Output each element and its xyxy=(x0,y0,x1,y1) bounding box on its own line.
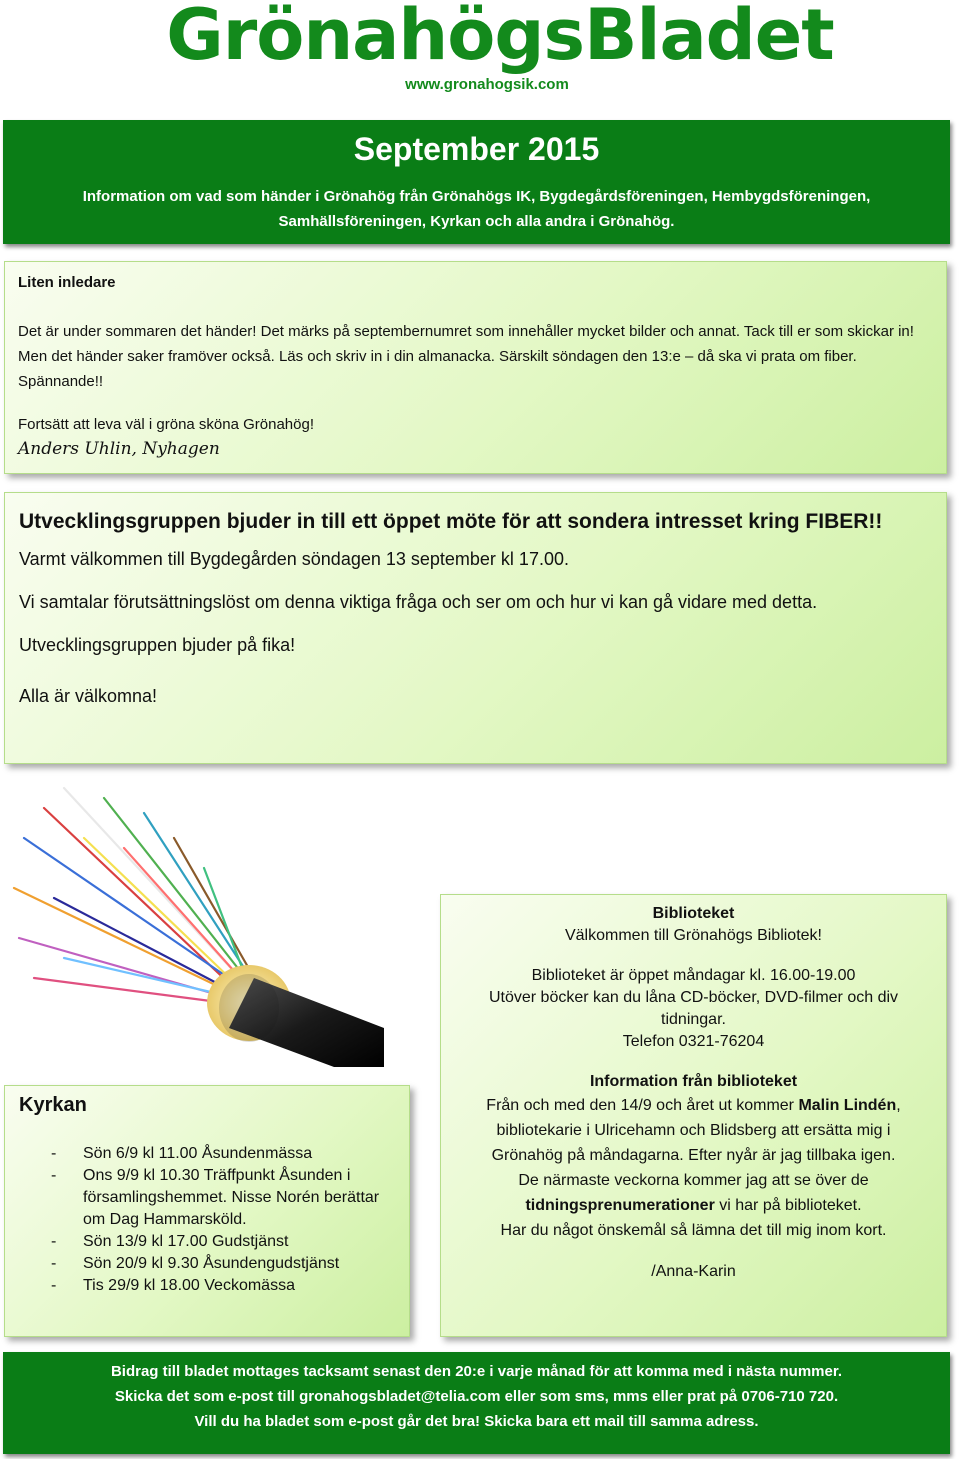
footer-line: Vill du ha bladet som e-post går det bra! Skicka bara ett mail till samma adress. xyxy=(194,1413,759,1430)
library-signature: /Anna-Karin xyxy=(651,1263,736,1280)
fiber-heading: Utvecklingsgruppen bjuder in till ett öppet möte för att sondera intresset kring FIBER!! xyxy=(19,510,883,533)
church-heading: Kyrkan xyxy=(19,1094,87,1116)
fiber-optic-cable-image xyxy=(4,778,384,1067)
library-info-text: Från och med den 14/9 och året ut kommer Malin Lindén, bibliotekarie i Ulricehamn och Blidsberg att ersätta mig i Grönahög på måndagarna. Efter nyår är jag tillbaka igen. xyxy=(486,1097,901,1164)
intro-heading: Liten inledare xyxy=(18,274,116,291)
issue-header xyxy=(3,120,950,244)
footer-line: Bidrag till bladet mottages tacksamt senast den 20:e i varje månad för att komma med i nästa nummer. xyxy=(110,1363,843,1380)
footer-line: Skicka det som e-post till gronahogsbladet@telia.com eller som sms, mms eller prat på 0706-710 720. xyxy=(114,1388,839,1405)
library-card xyxy=(440,894,947,1337)
website-link[interactable]: www.gronahogsik.com xyxy=(405,76,569,93)
library-loans: Utöver böcker kan du låna CD-böcker, DVD-filmer och div tidningar. xyxy=(488,989,899,1028)
library-heading: Biblioteket xyxy=(652,905,735,922)
library-welcome: Välkommen till Grönahögs Bibliotek! xyxy=(564,927,822,944)
issue-month: September 2015 xyxy=(353,131,600,167)
intro-signature: Anders Uhlin, Nyhagen xyxy=(18,439,220,459)
library-info-heading: Information från biblioteket xyxy=(589,1073,798,1090)
fiber-line: Varmt välkommen till Bygdegården söndagen 13 september kl 17.00. xyxy=(19,549,569,569)
intro-closing: Fortsätt att leva väl i gröna sköna Grönahög! xyxy=(18,416,314,433)
library-info-text: De närmaste veckorna kommer jag att se över de tidningsprenumerationer vi har på biblioteket. xyxy=(518,1172,869,1214)
list-item: - Sön 13/9 kl 17.00 Gudstjänst xyxy=(51,1233,289,1250)
library-phone: Telefon 0321-76204 xyxy=(622,1033,765,1050)
fiber-line: Vi samtalar förutsättningslöst om denna viktiga fråga och ser om och hur vi kan gå vidare med detta. xyxy=(19,592,818,612)
list-item: - Tis 29/9 kl 18.00 Veckomässa xyxy=(51,1277,295,1294)
newsletter-title: GrönahögsBladet xyxy=(166,0,834,76)
library-info-text: Har du något önskemål så lämna det till mig inom kort. xyxy=(500,1222,887,1239)
church-schedule xyxy=(19,1143,395,1297)
issue-description: Information om vad som händer i Grönahög från Grönahögs IK, Bygdegårdsföreningen, Hembygdsföreningen, Samhällsföreningen, Kyrkan och alla andra i Grönahög. xyxy=(82,188,871,230)
contribution-footer xyxy=(3,1352,950,1454)
intro-card xyxy=(4,261,947,474)
fiber-meeting-card xyxy=(4,492,947,764)
intro-body: Det är under sommaren det händer! Det märks på septembernumret som innehåller mycket bilder och annat. Tack till er som skickar in! Men det händer saker framöver också. Läs och skriv in i din almanacka. Särskilt söndagen den 13:e – då ska vi prata om fiber. Spännande!! xyxy=(18,323,914,390)
list-item: - Ons 9/9 kl 10.30 Träffpunkt Åsunden i församlingshemmet. Nisse Norén berättar om Dag Hammarsköld. xyxy=(51,1167,380,1228)
list-item: - Sön 6/9 kl 11.00 Åsundenmässa xyxy=(51,1145,313,1162)
church-card xyxy=(4,1085,410,1337)
fiber-line: Utvecklingsgruppen bjuder på fika! xyxy=(19,635,296,655)
fiber-line: Alla är välkomna! xyxy=(19,686,158,706)
list-item: - Sön 20/9 kl 9.30 Åsundengudstjänst xyxy=(51,1255,340,1272)
library-hours: Biblioteket är öppet måndagar kl. 16.00-19.00 xyxy=(531,967,856,984)
